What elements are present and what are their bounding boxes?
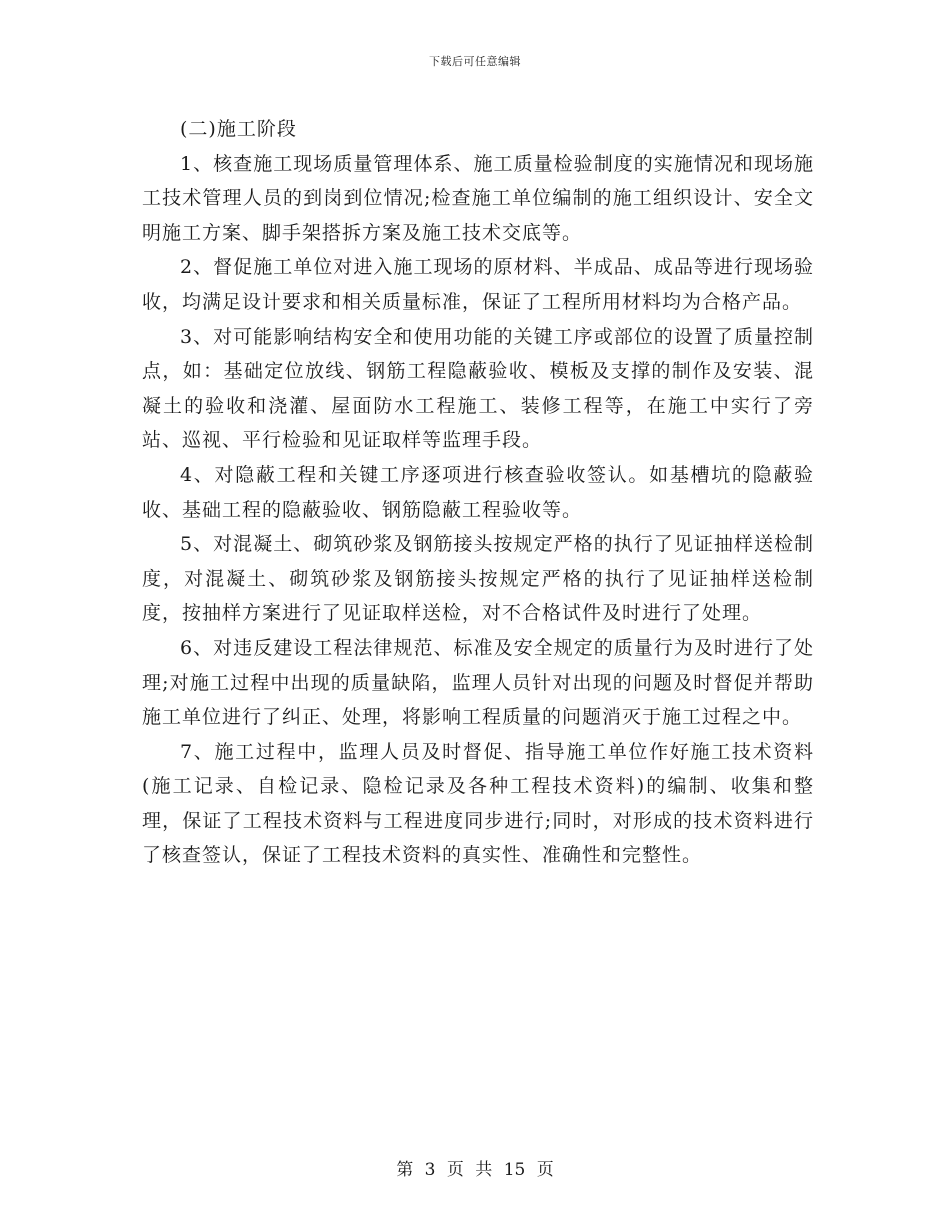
paragraph-6: 6、对违反建设工程法律规范、标准及安全规定的质量行为及时进行了处理;对施工过程中出现的质量缺陷，监理人员针对出现的问题及时督促并帮助施工单位进行了纠正、处理，将影响工程质量的问题消灭于施工过程之中。 — [142, 636, 814, 729]
paragraph-4: 4、对隐蔽工程和关键工序逐项进行核查验收签认。如基槽坑的隐蔽验收、基础工程的隐蔽验收、钢筋隐蔽工程验收等。 — [142, 463, 814, 521]
paragraph-3: 3、对可能影响结构安全和使用功能的关键工序或部位的设置了质量控制点，如：基础定位放线、钢筋工程隐蔽验收、模板及支撑的制作及安装、混凝土的验收和浇灌、屋面防水工程施工、装修工程等，在施工中实行了旁站、巡视、平行检验和见证取样等监理手段。 — [142, 325, 814, 452]
paragraph-2: 2、督促施工单位对进入施工现场的原材料、半成品、成品等进行现场验收，均满足设计要求和相关质量标准，保证了工程所用材料均为合格产品。 — [142, 256, 814, 313]
paragraph-7: 7、施工过程中，监理人员及时督促、指导施工单位作好施工技术资料(施工记录、自检记录、隐检记录及各种工程技术资料)的编制、收集和整理，保证了工程技术资料与工程进度同步进行;同时，对形成的技术资料进行了核查签认，保证了工程技术资料的真实性、准确性和完整性。 — [142, 740, 814, 867]
paragraph-1: 1、核查施工现场质量管理体系、施工质量检验制度的实施情况和现场施工技术管理人员的到岗到位情况;检查施工单位编制的施工组织设计、安全文明施工方案、脚手架搭拆方案及施工技术交底等。 — [142, 152, 814, 244]
paragraph-5: 5、对混凝土、砌筑砂浆及钢筋接头按规定严格的执行了见证抽样送检制度，对混凝土、砌筑砂浆及钢筋接头按规定严格的执行了见证抽样送检制度，按抽样方案进行了见证取样送检，对不合格试件及时进行了处理。 — [142, 533, 814, 625]
section-title: (二)施工阶段 — [180, 118, 297, 140]
page-header: 下载后可任意编辑 — [429, 55, 521, 68]
page-number: 第 3 页 共 15 页 — [396, 1160, 554, 1180]
document-body — [142, 112, 814, 873]
